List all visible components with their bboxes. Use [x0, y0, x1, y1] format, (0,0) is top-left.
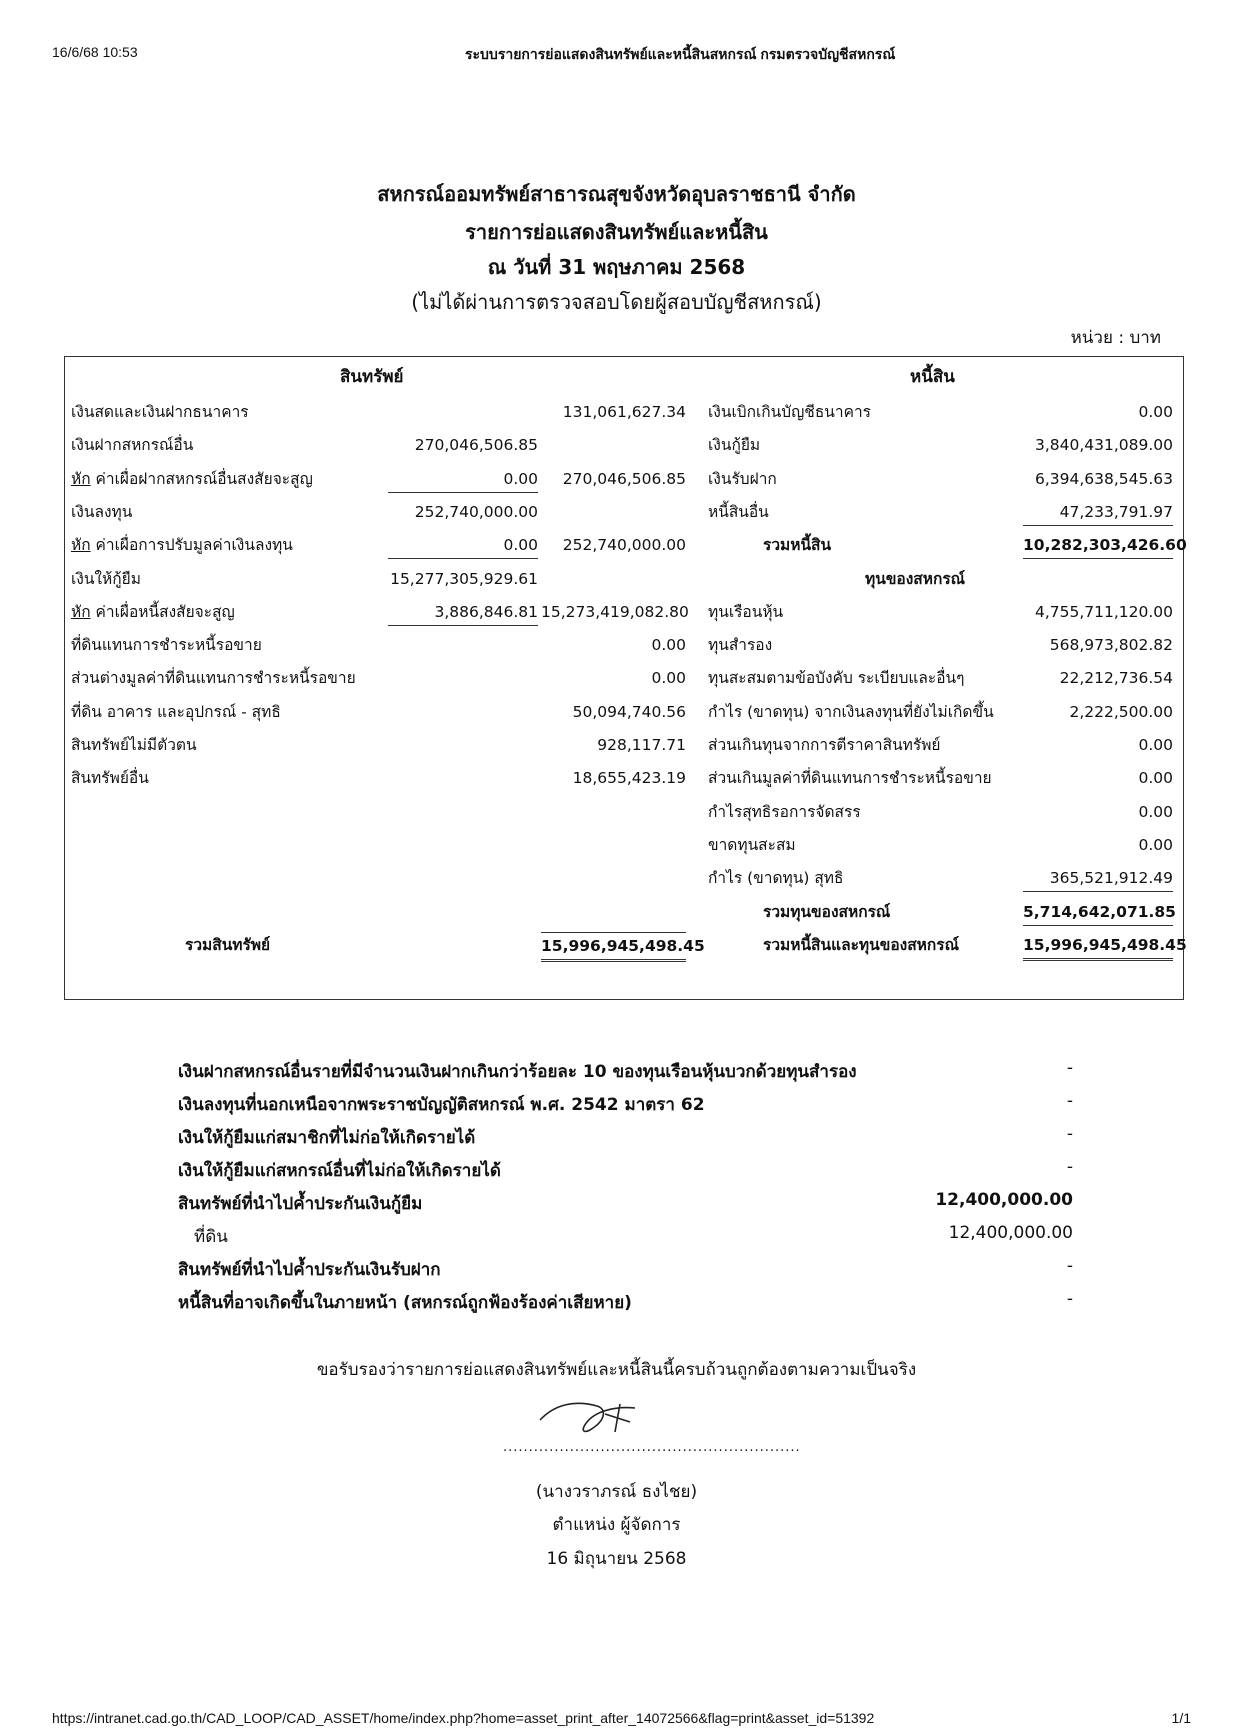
- asset-amount: 15,273,419,082.80: [541, 602, 689, 621]
- less-prefix: หัก: [71, 602, 91, 621]
- liability-label: เงินรับฝาก: [708, 469, 777, 488]
- note-label: หนี้สินที่อาจเกิดขึ้นในภายหน้า (สหกรณ์ถูกฟ้องร้องค่าเสียหาย): [178, 1293, 632, 1313]
- liability-label: รวมหนี้สิน: [763, 536, 832, 555]
- balance-row: [65, 566, 1183, 599]
- signer-position: ตำแหน่ง ผู้จัดการ: [552, 1515, 681, 1535]
- asset-label: [71, 532, 293, 558]
- liability-label: ขาดทุนสะสม: [708, 835, 796, 854]
- less-prefix: หัก: [71, 536, 91, 555]
- balance-row: [65, 732, 1183, 765]
- asset-label: เงินให้กู้ยืม: [71, 569, 141, 588]
- signer-name: (นางวราภรณ์ ธงไชย): [535, 1482, 698, 1502]
- page-number: 1/1: [1171, 1710, 1191, 1726]
- asset-sub-amount: 15,277,305,929.61: [390, 569, 538, 588]
- note-row: [178, 1190, 1073, 1223]
- note-row: [178, 1091, 1073, 1124]
- balance-row: [65, 932, 1187, 965]
- liability-amount: 22,212,736.54: [1059, 669, 1173, 688]
- equity-header: ทุนของสหกรณ์: [865, 569, 966, 588]
- note-value: -: [1066, 1289, 1073, 1309]
- note-label: สินทรัพย์ที่นำไปค้ำประกันเงินรับฝาก: [178, 1260, 441, 1280]
- balance-sheet-table: [64, 356, 1187, 1000]
- liability-amount: 5,714,642,071.85: [1023, 899, 1173, 926]
- asset-amount: 50,094,740.56: [572, 702, 686, 721]
- asset-label: เงินสดและเงินฝากธนาคาร: [71, 403, 249, 421]
- liability-amount: 4,755,711,120.00: [1034, 602, 1173, 621]
- asset-amount: 252,740,000.00: [562, 536, 686, 555]
- asset-sub-amount: 270,046,506.85: [414, 436, 538, 455]
- balance-row: [65, 799, 1183, 832]
- print-url: https://intranet.cad.go.th/CAD_LOOP/CAD_ASSET/home/index.php?home=asset_print_after_14072566&flag=print&asset_id=51392: [52, 1710, 875, 1726]
- audit-note: (ไม่ได้ผ่านการตรวจสอบโดยผู้สอบบัญชีสหกรณ์): [411, 290, 822, 314]
- liability-amount: 15,996,945,498.45: [1023, 932, 1173, 961]
- note-label: สินทรัพย์ที่นำไปค้ำประกันเงินกู้ยืม: [178, 1194, 423, 1214]
- assets-header: สินทรัพย์: [340, 367, 404, 387]
- report-title: รายการย่อแสดงสินทรัพย์และหนี้สิน: [465, 220, 768, 244]
- asset-sub-amount: [388, 865, 538, 891]
- liability-label: ทุนสำรอง: [708, 636, 773, 655]
- liability-label: ส่วนเกินมูลค่าที่ดินแทนการชำระหนี้รอขาย: [708, 769, 992, 788]
- asset-amount: 18,655,423.19: [572, 769, 686, 788]
- asset-label: [71, 466, 313, 492]
- liability-amount: 0.00: [1138, 736, 1173, 754]
- balance-row: [65, 499, 1183, 532]
- asset-sub-amount: [388, 732, 538, 758]
- asset-sub-amount: [388, 799, 538, 825]
- liability-amount: 6,394,638,545.63: [1034, 469, 1173, 488]
- print-system-title: ระบบรายการย่อแสดงสินทรัพย์และหนี้สินสหกรณ์ กรมตรวจบัญชีสหกรณ์: [465, 46, 896, 62]
- note-value: 12,400,000.00: [935, 1190, 1073, 1210]
- asset-amount: 270,046,506.85: [562, 469, 686, 488]
- liability-label: กำไรสุทธิรอการจัดสรร: [708, 802, 861, 821]
- asset-label-text: ค่าเผื่อหนี้สงสัยจะสูญ: [90, 602, 235, 621]
- signature-image: [535, 1392, 645, 1442]
- liability-label: หนี้สินอื่น: [708, 502, 769, 521]
- balance-row: [65, 399, 1183, 432]
- liability-amount: 568,973,802.82: [1049, 636, 1173, 655]
- signature-line: ..........................................................: [503, 1440, 801, 1455]
- note-label: ที่ดิน: [194, 1227, 228, 1247]
- asset-amount: [541, 432, 686, 458]
- note-value: -: [1066, 1091, 1073, 1111]
- print-datetime: 16/6/68 10:53: [52, 44, 138, 60]
- sign-date: 16 มิถุนายน 2568: [546, 1549, 687, 1569]
- report-date: ณ วันที่ 31 พฤษภาคม 2568: [487, 255, 746, 279]
- liability-amount: 2,222,500.00: [1069, 702, 1173, 721]
- asset-label-text: ค่าเผื่อฝากสหกรณ์อื่นสงสัยจะสูญ: [90, 469, 313, 488]
- note-label: เงินให้กู้ยืมแก่สหกรณ์อื่นที่ไม่ก่อให้เกิดรายได้: [178, 1161, 501, 1181]
- asset-sub-amount: 0.00: [388, 466, 538, 493]
- liability-amount: 0.00: [1138, 802, 1173, 821]
- balance-row: [65, 865, 1183, 898]
- asset-sub-amount: [388, 399, 538, 425]
- asset-label-text: ค่าเผื่อการปรับมูลค่าเงินลงทุน: [90, 536, 293, 555]
- asset-sub-amount: [388, 665, 538, 691]
- asset-label: [71, 599, 235, 625]
- asset-sub-amount: [388, 699, 538, 725]
- liability-label: รวมทุนของสหกรณ์: [763, 902, 891, 921]
- asset-amount: 0.00: [651, 669, 686, 688]
- asset-amount: [541, 799, 686, 825]
- less-prefix: หัก: [71, 469, 91, 488]
- asset-amount: 131,061,627.34: [562, 403, 686, 421]
- balance-row: [65, 765, 1183, 798]
- asset-amount: 15,996,945,498.45: [541, 932, 686, 962]
- asset-amount: [541, 899, 686, 925]
- note-row: [178, 1157, 1073, 1190]
- asset-label: สินทรัพย์อื่น: [71, 769, 149, 788]
- asset-sub-amount: [388, 632, 538, 658]
- asset-amount: [541, 566, 686, 592]
- note-value: -: [1066, 1058, 1073, 1078]
- liability-label: กำไร (ขาดทุน) สุทธิ: [708, 869, 844, 888]
- note-value: -: [1066, 1256, 1073, 1276]
- liability-amount: [1023, 566, 1173, 592]
- liability-amount: 47,233,791.97: [1023, 499, 1173, 526]
- note-label: เงินให้กู้ยืมแก่สมาชิกที่ไม่ก่อให้เกิดรายได้: [178, 1128, 476, 1148]
- balance-row: [65, 599, 1183, 632]
- asset-sub-amount: [388, 765, 538, 791]
- balance-row: [65, 466, 1183, 499]
- balance-row: [65, 899, 1183, 932]
- asset-amount: 928,117.71: [597, 736, 686, 754]
- note-value: -: [1066, 1157, 1073, 1177]
- liability-label: ทุนสะสมตามข้อบังคับ ระเบียบและอื่นๆ: [708, 669, 965, 688]
- unit-label: หน่วย : บาท: [1070, 328, 1161, 348]
- note-row: [178, 1124, 1073, 1157]
- asset-label: ที่ดินแทนการชำระหนี้รอขาย: [71, 636, 262, 655]
- liabilities-header: หนี้สิน: [910, 367, 955, 387]
- liability-amount: 3,840,431,089.00: [1034, 436, 1173, 455]
- balance-row: [65, 432, 1183, 465]
- note-value: 12,400,000.00: [948, 1223, 1073, 1243]
- asset-sub-amount: 3,886,846.81: [388, 599, 538, 626]
- note-row: [178, 1256, 1073, 1289]
- note-row: [178, 1223, 1073, 1256]
- asset-sub-amount: [388, 932, 538, 958]
- liability-amount: 0.00: [1138, 835, 1173, 854]
- note-label: เงินฝากสหกรณ์อื่นรายที่มีจำนวนเงินฝากเกินกว่าร้อยละ 10 ของทุนเรือนหุ้นบวกด้วยทุนสำรอง: [178, 1062, 857, 1082]
- asset-label: ที่ดิน อาคาร และอุปกรณ์ - สุทธิ: [71, 702, 281, 721]
- liability-label: รวมหนี้สินและทุนของสหกรณ์: [763, 935, 959, 954]
- liability-label: เงินกู้ยืม: [708, 436, 761, 455]
- asset-sub-amount: 252,740,000.00: [414, 502, 538, 521]
- asset-sub-amount: 0.00: [388, 532, 538, 559]
- asset-label: สินทรัพย์ไม่มีตัวตน: [71, 736, 197, 754]
- note-label: เงินลงทุนที่นอกเหนือจากพระราชบัญญัติสหกรณ์ พ.ศ. 2542 มาตรา 62: [178, 1095, 705, 1115]
- liability-amount: 365,521,912.49: [1023, 865, 1173, 892]
- asset-label: รวมสินทรัพย์: [185, 935, 271, 954]
- liability-amount: 0.00: [1138, 769, 1173, 788]
- note-row: [178, 1289, 1073, 1322]
- asset-amount: 0.00: [651, 636, 686, 655]
- asset-sub-amount: [388, 899, 538, 925]
- asset-sub-amount: [388, 832, 538, 858]
- liability-amount: 0.00: [1138, 403, 1173, 421]
- balance-row: [65, 665, 1183, 698]
- note-row: [178, 1058, 1073, 1091]
- asset-amount: [541, 832, 686, 858]
- liability-label: ส่วนเกินทุนจากการตีราคาสินทรัพย์: [708, 736, 941, 754]
- asset-amount: [541, 865, 686, 891]
- liability-label: ทุนเรือนหุ้น: [708, 602, 784, 621]
- asset-label: เงินลงทุน: [71, 502, 133, 521]
- note-value: -: [1066, 1124, 1073, 1144]
- certification-statement: ขอรับรองว่ารายการย่อแสดงสินทรัพย์และหนี้สินนี้ครบถ้วนถูกต้องตามความเป็นจริง: [316, 1360, 917, 1380]
- balance-row: [65, 632, 1183, 665]
- balance-row: [65, 699, 1183, 732]
- asset-label: ส่วนต่างมูลค่าที่ดินแทนการชำระหนี้รอขาย: [71, 669, 356, 688]
- liability-label: กำไร (ขาดทุน) จากเงินลงทุนที่ยังไม่เกิดขึ้น: [708, 702, 994, 721]
- asset-label: เงินฝากสหกรณ์อื่น: [71, 436, 194, 455]
- balance-row: [65, 532, 1187, 565]
- liability-amount: 10,282,303,426.60: [1023, 532, 1173, 559]
- cooperative-name: สหกรณ์ออมทรัพย์สาธารณสุขจังหวัดอุบลราชธานี จำกัด: [377, 182, 856, 206]
- balance-row: [65, 832, 1183, 865]
- asset-amount: [541, 499, 686, 525]
- liability-label: เงินเบิกเกินบัญชีธนาคาร: [708, 403, 871, 421]
